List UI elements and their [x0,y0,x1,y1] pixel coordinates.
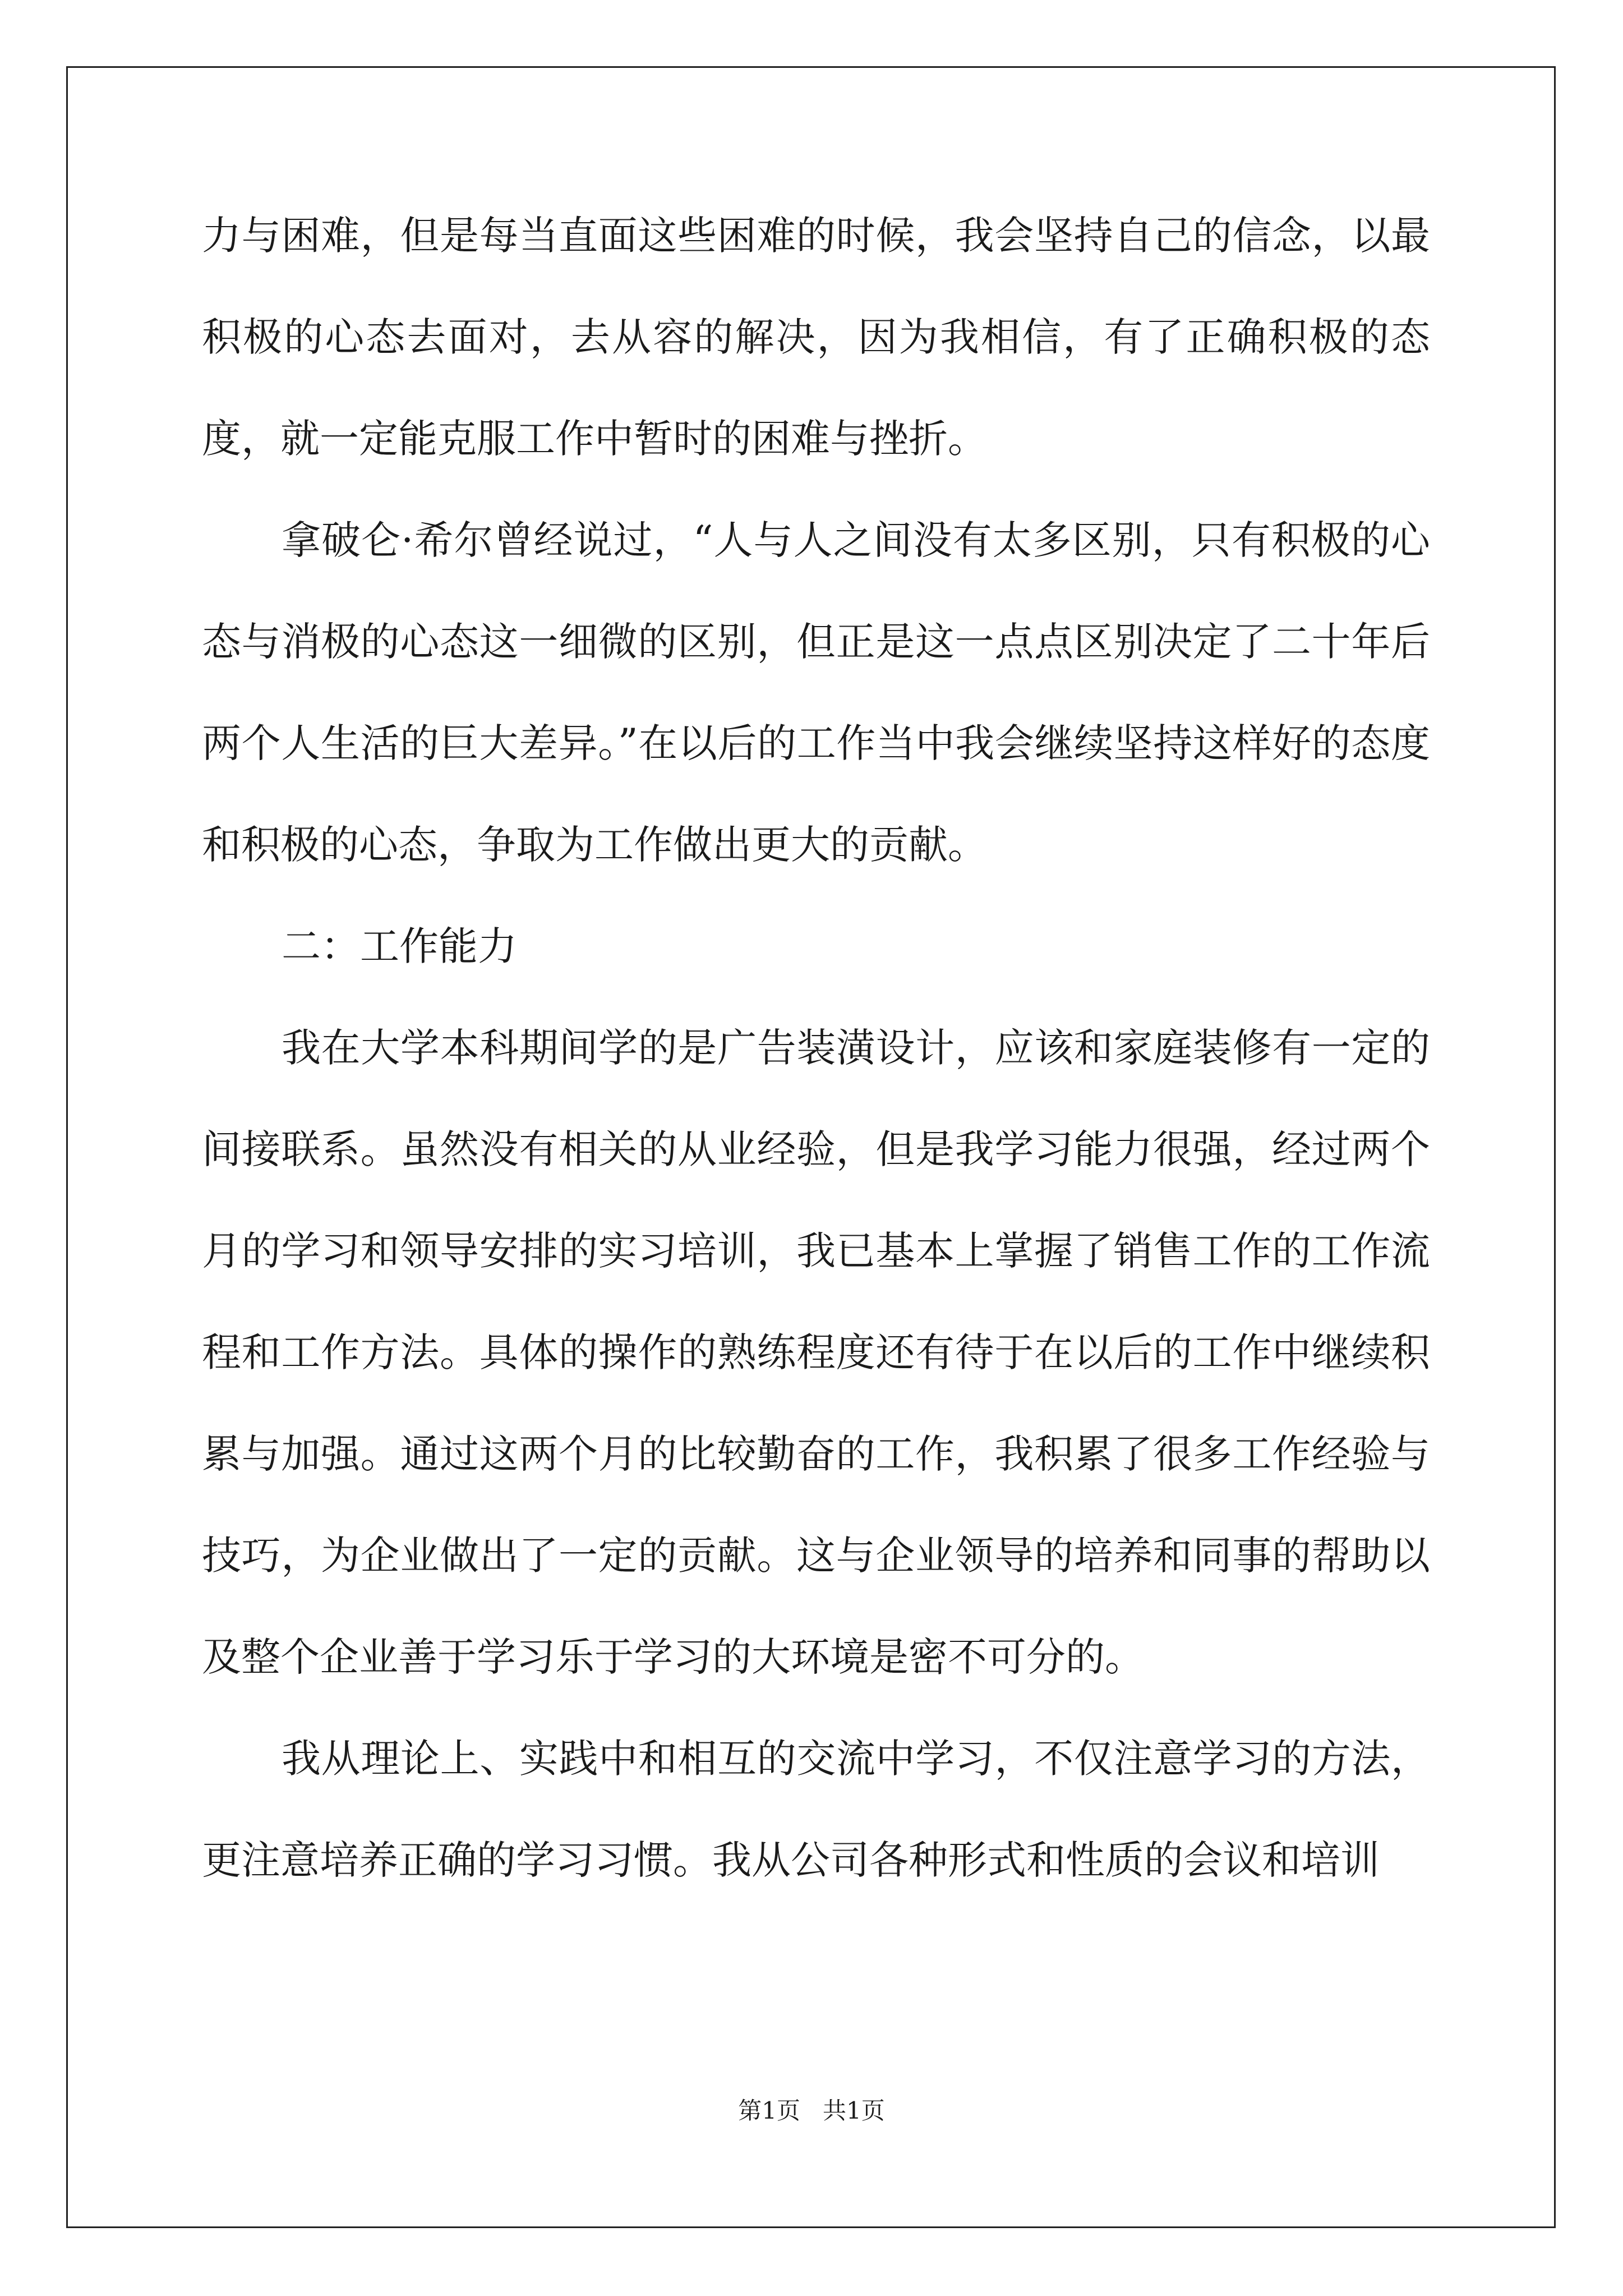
page-number: 第1页 [738,2097,800,2124]
paragraph-continuation: 力与困难，但是每当直面这些困难的时候，我会坚持自己的信念，以最积极的心态去面对，去从容的解决，因为我相信，有了正确积极的态度，就一定能克服工作中暂时的困难与挫折。 [202,213,1430,462]
page-total: 共1页 [823,2097,885,2124]
paragraph-learning: 我从理论上、实践中和相互的交流中学习，不仅注意学习的方法，更注意培养正确的学习习惯。我从公司各种形式和性质的会议和培训 [202,1736,1430,1883]
paragraph-work-ability: 我在大学本科期间学的是广告装潢设计，应该和家庭装修有一定的间接联系。虽然没有相关的从业经验，但是我学习能力很强，经过两个月的学习和领导安排的实习培训，我已基本上掌握了销售工作的工作流程和工作方法。具体的操作的熟练程度还有待于在以后的工作中继续积累与加强。通过这两个月的比较勤奋的工作，我积累了很多工作经验与技巧，为企业做出了一定的贡献。这与企业领导的培养和同事的帮助以及整个企业善于学习乐于学习的大环境是密不可分的。 [202,1025,1430,1680]
page-footer [0,2092,1623,2126]
document-body [202,185,1430,1911]
paragraph-quote: 拿破仑·希尔曾经说过，“人与人之间没有太多区别，只有积极的心态与消极的心态这一细微的区别，但正是这一点点区别决定了二十年后两个人生活的巨大差异。”在以后的工作当中我会继续坚持这样好的态度和积极的心态，争取为工作做出更大的贡献。 [202,517,1430,868]
section-heading: 二：工作能力 [282,923,517,969]
